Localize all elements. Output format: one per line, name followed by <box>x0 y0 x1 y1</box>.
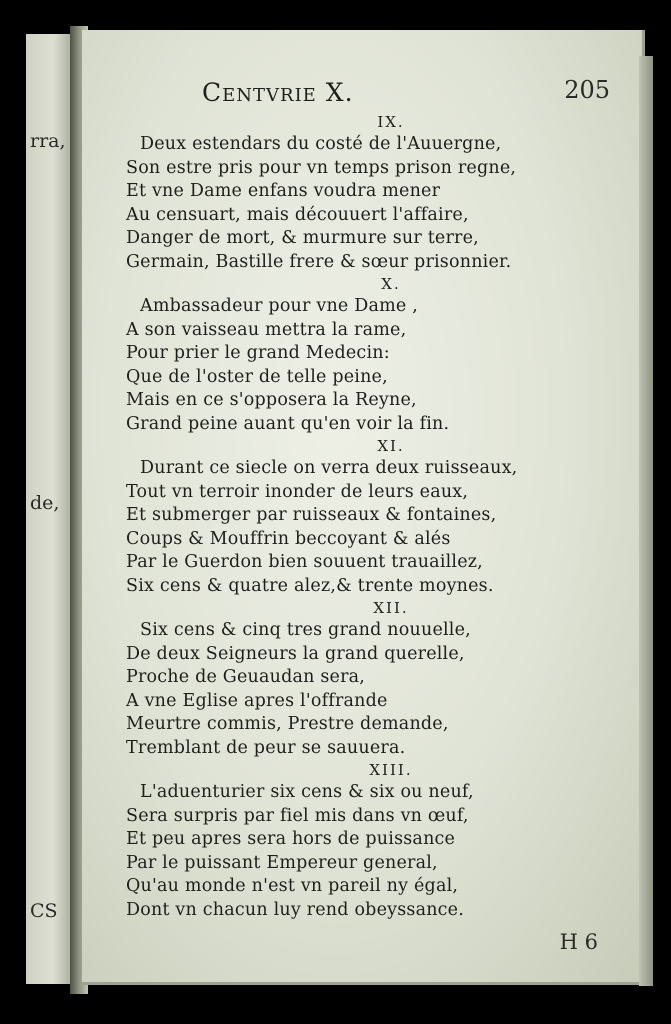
verse-line: De deux Seigneurs la grand querelle, <box>126 643 465 664</box>
verse-line: Tremblant de peur se sauuera. <box>126 737 406 758</box>
verse-line: Sera surpris par fiel mis dans vn œuf, <box>126 805 469 826</box>
verse-line: Six cens & cinq tres grand nouuelle, <box>140 620 471 640</box>
open-book <box>26 26 644 994</box>
quatrain-number: XIII. <box>369 761 413 779</box>
left-page-edge <box>26 34 74 984</box>
verse-line: Grand peine auant qu'en voir la fin. <box>126 413 450 434</box>
verse-line: Dont vn chacun luy rend obeyssance. <box>126 899 465 920</box>
verse-line: Six cens & quatre alez,& trente moynes. <box>126 575 494 596</box>
quatrain-number: X. <box>381 275 401 293</box>
page-title: Centvrie X. <box>202 78 354 107</box>
verse-line: A vne Eglise apres l'offrande <box>126 690 388 711</box>
verse-line: L'aduenturier six cens & six ou neuf, <box>140 782 474 802</box>
verse-line: Et peu apres sera hors de puissance <box>126 829 456 849</box>
verse-line: Mais en ce s'opposera la Reyne, <box>126 390 417 410</box>
verse-line: Et vne Dame enfans voudra mener <box>126 181 441 201</box>
verse-line: Germain, Bastille frere & sœur prisonnier. <box>126 251 512 272</box>
page-edge <box>639 56 653 986</box>
left-page-fragment: CS <box>30 900 58 922</box>
verse-line: Par le puissant Empereur general, <box>126 852 438 873</box>
quatrain-text <box>126 112 596 922</box>
verse-line: Au censuart, mais découuert l'affaire, <box>126 204 469 225</box>
verse-line: Que de l'oster de telle peine, <box>126 366 388 387</box>
verse-line: Meurtre commis, Prestre demande, <box>126 714 449 734</box>
verse-line: Et submerger par ruisseaux & fontaines, <box>126 505 497 525</box>
verse-line: Coups & Mouffrin beccoyant & alés <box>126 528 451 549</box>
verse-line: Ambassadeur pour vne Dame , <box>140 296 418 316</box>
left-page-fragment: de, <box>30 492 60 514</box>
quatrain-number: XII. <box>373 599 409 617</box>
verse-line: Danger de mort, & murmure sur terre, <box>126 228 479 248</box>
left-page-fragment: rra, <box>30 130 66 152</box>
verse-line: Pour prier le grand Medecin: <box>126 343 390 363</box>
running-header <box>202 76 610 112</box>
verse-line: Tout vn terroir inonder de leurs eaux, <box>126 481 469 502</box>
signature-mark: H 6 <box>559 930 598 954</box>
right-page <box>82 30 645 985</box>
verse-line: Qu'au monde n'est vn pareil ny égal, <box>126 876 459 896</box>
verse-line: A son vaisseau mettra la rame, <box>126 319 407 340</box>
quatrain-number: XI. <box>377 437 405 455</box>
verse-line: Deux estendars du costé de l'Auuergne, <box>140 134 502 154</box>
folio-number: 205 <box>564 76 610 104</box>
verse-line: Par le Guerdon bien souuent trauaillez, <box>126 552 483 572</box>
verse-line: Son estre pris pour vn temps prison regne, <box>126 157 517 178</box>
quatrain-number: IX. <box>377 113 405 131</box>
verse-line: Durant ce siecle on verra deux ruisseaux, <box>140 458 518 478</box>
verse-line: Proche de Geuaudan sera, <box>126 667 366 687</box>
